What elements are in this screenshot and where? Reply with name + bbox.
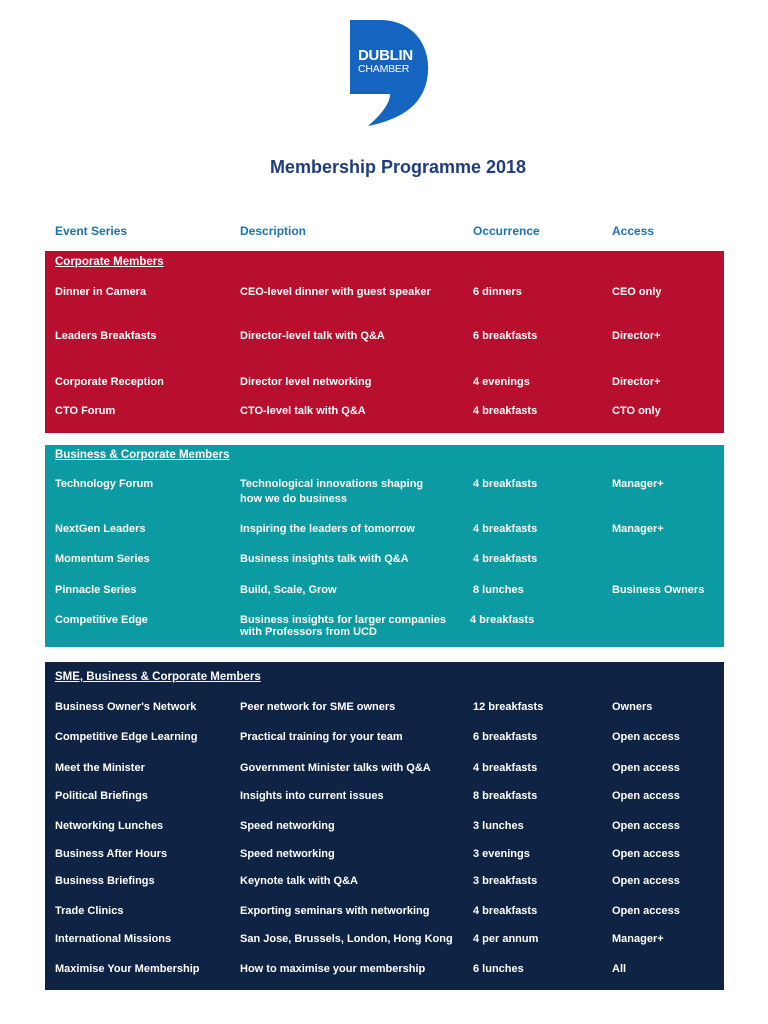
event-name: Leaders Breakfasts: [55, 330, 157, 342]
section-title-business: Business & Corporate Members: [55, 449, 230, 461]
event-description: Government Minister talks with Q&A: [240, 762, 431, 774]
event-access: Manager+: [612, 933, 664, 945]
event-access: All: [612, 963, 627, 975]
event-access: Open access: [612, 790, 680, 802]
event-name: International Missions: [55, 933, 172, 945]
section-title-corporate: Corporate Members: [55, 256, 164, 268]
logo-line-1: DUBLIN: [358, 47, 413, 64]
event-name: Maximise Your Membership: [55, 963, 200, 975]
header-description: Description: [240, 224, 307, 238]
event-access: Open access: [612, 875, 680, 887]
event-name: Pinnacle Series: [55, 584, 137, 596]
event-description: Business insights talk with Q&A: [240, 553, 409, 565]
event-name: Dinner in Camera: [55, 286, 147, 298]
logo-text: [358, 48, 413, 75]
event-description: Director level networking: [240, 376, 372, 388]
event-occurrence: 3 lunches: [473, 820, 524, 832]
event-description: Exporting seminars with networking: [240, 905, 430, 917]
event-description: CTO-level talk with Q&A: [240, 405, 366, 417]
event-access: Open access: [612, 905, 680, 917]
event-description: San Jose, Brussels, London, Hong Kong: [240, 933, 453, 945]
event-description: Build, Scale, Grow: [240, 584, 337, 596]
event-description: How to maximise your membership: [240, 963, 426, 975]
event-access: Business Owners: [612, 584, 705, 596]
event-name: Competitive Edge: [55, 614, 148, 626]
corporate-members-panel: [45, 251, 724, 433]
column-headers: [0, 224, 768, 240]
business-corporate-members-panel: [45, 445, 724, 647]
event-access: CTO only: [612, 405, 661, 417]
event-occurrence: 4 breakfasts: [473, 905, 538, 917]
event-description: Director-level talk with Q&A: [240, 330, 385, 342]
event-occurrence: 4 evenings: [473, 376, 530, 388]
event-occurrence: 6 breakfasts: [473, 731, 538, 743]
event-occurrence: 6 dinners: [473, 286, 522, 298]
event-occurrence: 4 breakfasts: [473, 762, 538, 774]
event-occurrence: 4 per annum: [473, 933, 539, 945]
event-occurrence: 4 breakfasts: [473, 405, 538, 417]
event-name: Technology Forum: [55, 478, 154, 490]
event-occurrence: 4 breakfasts: [470, 614, 535, 626]
event-name: Business Owner's Network: [55, 701, 197, 713]
event-name: Networking Lunches: [55, 820, 164, 832]
event-name: Business Briefings: [55, 875, 155, 887]
event-name: Business After Hours: [55, 848, 168, 860]
event-access: Open access: [612, 762, 680, 774]
event-access: Director+: [612, 330, 661, 342]
event-description: Peer network for SME owners: [240, 701, 396, 713]
event-occurrence: 8 breakfasts: [473, 790, 538, 802]
event-description: Insights into current issues: [240, 790, 384, 802]
event-name: Meet the Minister: [55, 762, 145, 774]
event-occurrence: 3 breakfasts: [473, 875, 538, 887]
event-description: Inspiring the leaders of tomorrow: [240, 523, 415, 535]
event-occurrence: 4 breakfasts: [473, 523, 538, 535]
event-description: Keynote talk with Q&A: [240, 875, 358, 887]
logo-line-2: CHAMBER: [358, 63, 410, 75]
event-occurrence: 6 lunches: [473, 963, 524, 975]
event-occurrence: 3 evenings: [473, 848, 530, 860]
event-occurrence: 8 lunches: [473, 584, 524, 596]
event-access: Open access: [612, 848, 680, 860]
event-access: Director+: [612, 376, 661, 388]
event-description: Technological innovations shaping: [240, 478, 424, 490]
event-occurrence: 6 breakfasts: [473, 330, 538, 342]
event-name: Trade Clinics: [55, 905, 124, 917]
event-name: NextGen Leaders: [55, 523, 146, 535]
event-description: Business insights for larger companies: [240, 614, 447, 626]
event-description: Speed networking: [240, 820, 335, 832]
header-event-series: Event Series: [55, 224, 128, 238]
page-title: Membership Programme 2018: [269, 157, 527, 177]
event-access: Manager+: [612, 478, 664, 490]
event-access: Manager+: [612, 523, 664, 535]
sme-business-corporate-members-panel: [45, 662, 724, 990]
event-name: Competitive Edge Learning: [55, 731, 198, 743]
event-description: Practical training for your team: [240, 731, 403, 743]
event-name: Corporate Reception: [55, 376, 164, 388]
event-access: Open access: [612, 820, 680, 832]
event-access: Owners: [612, 701, 653, 713]
event-access: Open access: [612, 731, 680, 743]
header-access: Access: [612, 224, 655, 238]
event-description: CEO-level dinner with guest speaker: [240, 286, 431, 298]
event-occurrence: 12 breakfasts: [473, 701, 544, 713]
event-name: Political Briefings: [55, 790, 148, 802]
event-name: CTO Forum: [55, 405, 116, 417]
event-description: Speed networking: [240, 848, 335, 860]
event-name: Momentum Series: [55, 553, 150, 565]
event-access: CEO only: [612, 286, 662, 298]
event-occurrence: 4 breakfasts: [473, 478, 538, 490]
header-occurrence: Occurrence: [473, 224, 540, 238]
section-title-sme: SME, Business & Corporate Members: [55, 671, 261, 683]
event-description-line-2: with Professors from UCD: [240, 626, 377, 638]
event-description-line-2: how we do business: [240, 493, 347, 505]
event-occurrence: 4 breakfasts: [473, 553, 538, 565]
